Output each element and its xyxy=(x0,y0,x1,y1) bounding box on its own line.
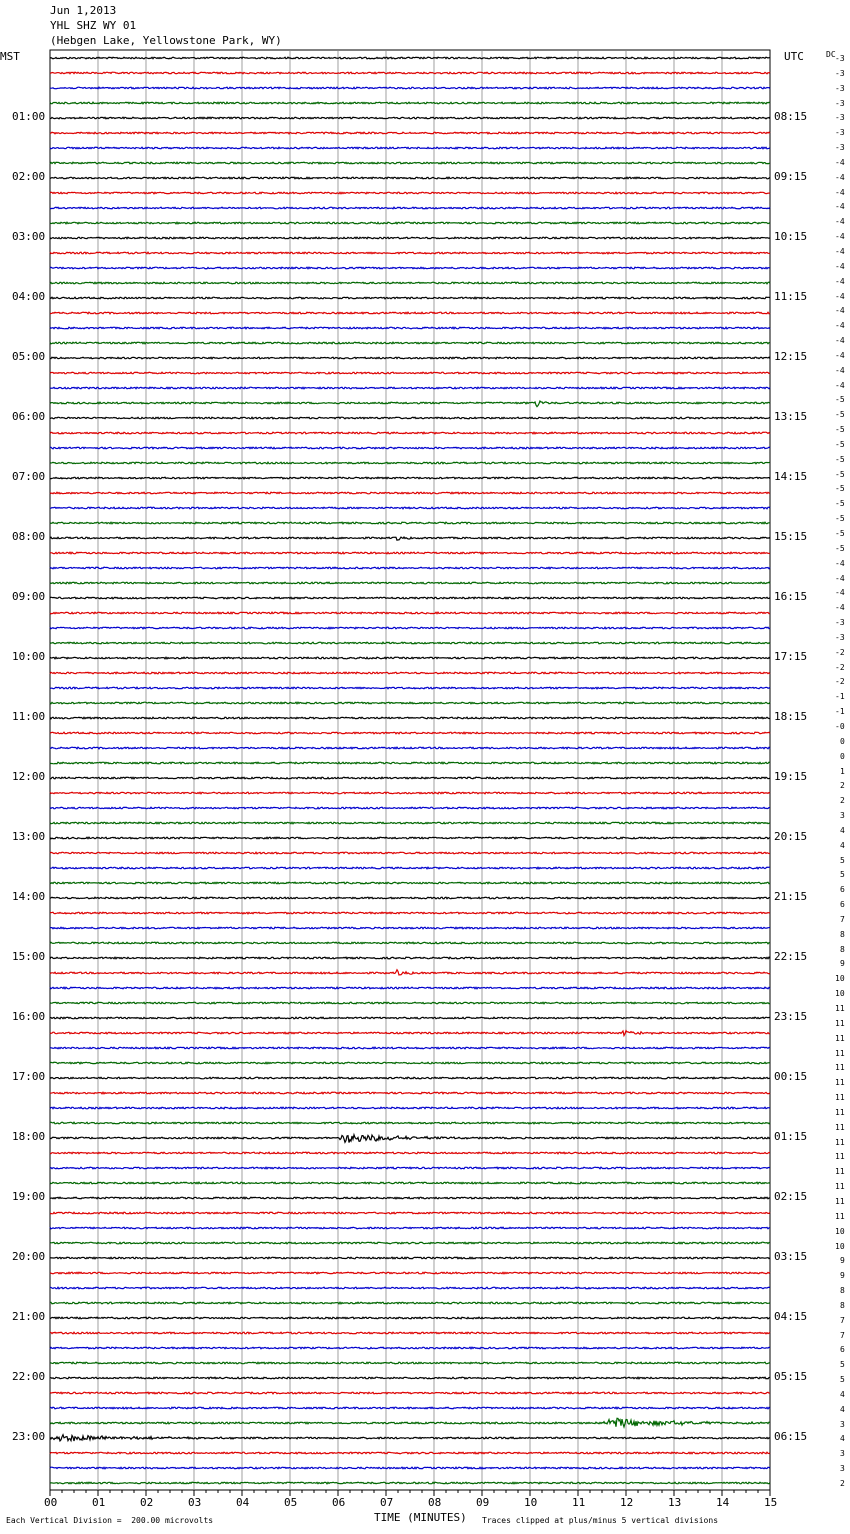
trace-row xyxy=(50,702,770,704)
trace-row xyxy=(50,1092,770,1094)
dc-offset-label: 11 xyxy=(835,1196,845,1206)
utc-hour-label: 12:15 xyxy=(774,350,808,363)
dc-offset-label: 7 xyxy=(840,914,845,924)
x-axis-ticks xyxy=(50,1490,770,1496)
dc-offset-label: 0 xyxy=(840,736,845,746)
utc-hour-label: 13:15 xyxy=(774,410,808,423)
x-tick-label: 02 xyxy=(140,1496,154,1509)
trace-row xyxy=(50,1332,770,1334)
mst-hour-label: 16:00 xyxy=(12,1010,46,1023)
dc-offset-label: 5 xyxy=(840,1375,845,1385)
dc-offset-label: -5 xyxy=(835,484,845,494)
trace-row xyxy=(50,1418,770,1427)
trace-row xyxy=(50,1107,770,1109)
dc-offset-label: -4 xyxy=(835,350,845,360)
dc-offset-label: -4 xyxy=(835,306,845,316)
trace-row xyxy=(50,582,770,584)
utc-hour-label: 01:15 xyxy=(774,1130,808,1143)
trace-row xyxy=(50,1031,770,1036)
trace-row xyxy=(50,1482,770,1484)
x-tick-label: 09 xyxy=(476,1496,490,1509)
trace-row xyxy=(50,867,770,869)
dc-offset-label: 4 xyxy=(840,1389,845,1399)
trace-row xyxy=(50,177,770,179)
dc-offset-label: -3 xyxy=(835,128,845,138)
trace-row xyxy=(50,432,770,434)
dc-offset-label: -2 xyxy=(835,647,845,657)
dc-offset-label: -4 xyxy=(835,336,845,346)
dc-offset-label: -3 xyxy=(835,113,845,123)
x-tick-label: 15 xyxy=(764,1496,778,1509)
dc-offset-label: -4 xyxy=(835,558,845,568)
dc-offset-label: 4 xyxy=(840,1434,845,1444)
trace-row xyxy=(50,1347,770,1349)
trace-row xyxy=(50,807,770,809)
dc-offset-label: -5 xyxy=(835,499,845,509)
utc-hour-label: 14:15 xyxy=(774,470,808,483)
dc-offset-label: -1 xyxy=(835,707,845,717)
dc-offset-label: 1 xyxy=(840,766,845,776)
utc-hour-label: 02:15 xyxy=(774,1190,808,1203)
station-location: (Hebgen Lake, Yellowstone Park, WY) xyxy=(50,34,282,47)
dc-offset-label: -4 xyxy=(835,603,845,613)
dc-offset-label: -4 xyxy=(835,246,845,256)
trace-row xyxy=(50,117,770,119)
trace-row xyxy=(50,612,770,614)
dc-offset-label: -3 xyxy=(835,143,845,153)
trace-row xyxy=(50,1062,770,1064)
trace-row xyxy=(50,1287,770,1289)
utc-hour-label: 20:15 xyxy=(774,830,808,843)
dc-offset-label: -4 xyxy=(835,380,845,390)
trace-row xyxy=(50,687,770,689)
trace-row xyxy=(50,72,770,74)
trace-row xyxy=(50,672,770,674)
dc-offset-label: 10 xyxy=(835,1226,845,1236)
trace-row xyxy=(50,357,770,359)
x-tick-label: 13 xyxy=(668,1496,682,1509)
dc-offset-label: -3 xyxy=(835,83,845,93)
dc-offset-label: 8 xyxy=(840,929,845,939)
trace-row xyxy=(50,942,770,944)
trace-row xyxy=(50,657,770,659)
dc-offset-label: 11 xyxy=(835,1048,845,1058)
trace-row xyxy=(50,1377,770,1379)
dc-offset-label: -5 xyxy=(835,529,845,538)
trace-row xyxy=(50,522,770,524)
trace-row xyxy=(50,1362,770,1364)
mst-hour-label: 20:00 xyxy=(12,1250,46,1263)
dc-offset-label: 11 xyxy=(835,1211,845,1221)
dc-offset-label: 3 xyxy=(840,1449,845,1459)
dc-offset-label: 5 xyxy=(840,1360,845,1370)
trace-row xyxy=(50,927,770,929)
dc-offset-label: -5 xyxy=(835,439,845,449)
utc-hour-label: 03:15 xyxy=(774,1250,808,1263)
dc-offset-label: 5 xyxy=(840,870,845,880)
dc-offset-label: 11 xyxy=(835,1137,845,1147)
dc-offset-label: 4 xyxy=(840,840,845,850)
trace-row xyxy=(50,1152,770,1154)
trace-row xyxy=(50,1392,770,1394)
dc-offset-label: -4 xyxy=(835,291,845,301)
station-code: YHL SHZ WY 01 xyxy=(50,19,137,32)
dc-offset-label: 11 xyxy=(835,1078,845,1088)
trace-row xyxy=(50,267,770,269)
dc-offset-label: -3 xyxy=(835,618,845,628)
dc-offset-label: 3 xyxy=(840,1419,845,1429)
clipping-note: Traces clipped at plus/minus 5 vertical divisions xyxy=(482,1516,719,1525)
trace-row xyxy=(50,87,770,89)
dc-offset-label: 8 xyxy=(840,1286,845,1296)
trace-row xyxy=(50,401,770,407)
x-tick-label: 05 xyxy=(284,1496,298,1509)
dc-offset-label: -5 xyxy=(835,514,845,524)
utc-hour-label: 23:15 xyxy=(774,1010,808,1023)
dc-offset-label: 4 xyxy=(840,1404,845,1414)
trace-row xyxy=(50,492,770,494)
trace-row xyxy=(50,1302,770,1304)
trace-row xyxy=(50,312,770,314)
dc-offset-label: 11 xyxy=(835,1182,845,1192)
dc-offset-label: -5 xyxy=(835,454,845,464)
utc-hour-label: 16:15 xyxy=(774,590,808,603)
trace-row xyxy=(50,822,770,824)
dc-offset-label: 0 xyxy=(840,751,845,761)
mst-axis-title: MST xyxy=(0,50,20,63)
trace-row xyxy=(50,897,770,899)
trace-row xyxy=(50,282,770,284)
mst-hour-label: 07:00 xyxy=(12,470,46,483)
trace-row xyxy=(50,1167,770,1169)
trace-row xyxy=(50,882,770,884)
dc-offset-label: 5 xyxy=(840,855,845,865)
dc-offset-label: 11 xyxy=(835,1004,845,1013)
utc-hour-label: 09:15 xyxy=(774,170,808,183)
trace-row xyxy=(50,792,770,794)
dc-offset-label: -4 xyxy=(835,321,845,331)
trace-row xyxy=(50,957,770,959)
trace-row xyxy=(50,447,770,449)
trace-row xyxy=(50,462,770,464)
dc-offset-label: -4 xyxy=(835,261,845,271)
mst-hour-label: 13:00 xyxy=(12,830,46,843)
trace-row xyxy=(50,1407,770,1409)
trace-row xyxy=(50,57,770,59)
mst-hour-label: 23:00 xyxy=(12,1430,46,1443)
trace-row xyxy=(50,1212,770,1214)
dc-offset-label: -3 xyxy=(835,98,845,108)
dc-offset-label: -3 xyxy=(835,68,845,78)
trace-row xyxy=(50,537,770,540)
trace-row xyxy=(50,1002,770,1004)
dc-offset-label: 10 xyxy=(835,974,845,984)
trace-row xyxy=(50,1182,770,1184)
trace-row xyxy=(50,222,770,224)
trace-row xyxy=(50,1122,770,1124)
trace-row xyxy=(50,387,770,389)
dc-offset-label: -4 xyxy=(835,232,845,242)
vertical-division-note: Each Vertical Division = 200.00 microvolts xyxy=(6,1516,214,1525)
mst-hour-label: 04:00 xyxy=(12,290,46,303)
dc-offset-label: 6 xyxy=(840,885,845,895)
trace-row xyxy=(50,552,770,554)
trace-row xyxy=(50,1017,770,1019)
mst-hour-label: 11:00 xyxy=(12,710,46,723)
utc-hour-label: 05:15 xyxy=(774,1370,808,1383)
seismogram-traces xyxy=(50,57,770,1484)
dc-offset-label: 6 xyxy=(840,900,845,910)
dc-offset-label: -4 xyxy=(835,217,845,227)
utc-hour-label: 04:15 xyxy=(774,1310,808,1323)
dc-offset-label: -0 xyxy=(835,721,845,731)
x-axis-label: TIME (MINUTES) xyxy=(374,1511,467,1524)
utc-hour-label: 10:15 xyxy=(774,230,808,243)
trace-row xyxy=(50,162,770,164)
trace-row xyxy=(50,297,770,299)
trace-row xyxy=(50,477,770,479)
utc-hour-label: 08:15 xyxy=(774,110,808,123)
utc-hour-label: 06:15 xyxy=(774,1430,808,1443)
trace-row xyxy=(50,747,770,749)
dc-offset-label: -5 xyxy=(835,410,845,420)
dc-offset-label: -5 xyxy=(835,543,845,553)
trace-row xyxy=(50,777,770,779)
trace-row xyxy=(50,717,770,719)
dc-offset-label: 7 xyxy=(840,1330,845,1340)
trace-row xyxy=(50,912,770,914)
utc-hour-label: 15:15 xyxy=(774,530,808,543)
utc-hour-label: 19:15 xyxy=(774,770,808,783)
dc-offset-label: 11 xyxy=(835,1033,845,1043)
trace-row xyxy=(50,970,770,975)
x-tick-label: 04 xyxy=(236,1496,250,1509)
dc-offset-label: 9 xyxy=(840,1256,845,1266)
mst-hour-label: 12:00 xyxy=(12,770,46,783)
trace-row xyxy=(50,1452,770,1454)
trace-row xyxy=(50,627,770,629)
dc-offset-label: 4 xyxy=(840,825,845,835)
dc-offset-label: -4 xyxy=(835,573,845,583)
x-tick-label: 11 xyxy=(572,1496,586,1509)
trace-row xyxy=(50,1135,770,1143)
trace-row xyxy=(50,507,770,509)
dc-offset-label: 11 xyxy=(835,1107,845,1117)
dc-offset-label: -4 xyxy=(835,172,845,182)
trace-row xyxy=(50,327,770,329)
dc-offset-label: 8 xyxy=(840,944,845,954)
dc-offset-label: -4 xyxy=(835,276,845,286)
dc-offset-label: 11 xyxy=(835,1122,845,1132)
dc-offset-label: 11 xyxy=(835,1018,845,1028)
mst-hour-label: 10:00 xyxy=(12,650,46,663)
trace-row xyxy=(50,762,770,764)
mst-hour-label: 17:00 xyxy=(12,1070,46,1083)
dc-offset-label: -3 xyxy=(835,54,845,63)
trace-row xyxy=(50,1317,770,1319)
x-tick-label: 06 xyxy=(332,1496,346,1509)
trace-row xyxy=(50,372,770,374)
x-tick-label: 14 xyxy=(716,1496,730,1509)
dc-offset-label: 11 xyxy=(835,1152,845,1162)
dc-offset-label: 8 xyxy=(840,1300,845,1310)
trace-row xyxy=(50,192,770,194)
trace-row xyxy=(50,852,770,854)
trace-row xyxy=(50,1242,770,1244)
trace-row xyxy=(50,1272,770,1274)
mst-hour-label: 06:00 xyxy=(12,410,46,423)
dc-label: DC xyxy=(826,50,836,59)
mst-hour-label: 15:00 xyxy=(12,950,46,963)
trace-row xyxy=(50,132,770,134)
dc-offset-label: -4 xyxy=(835,365,845,375)
trace-row xyxy=(50,147,770,149)
utc-hour-label: 11:15 xyxy=(774,290,808,303)
x-tick-label: 00 xyxy=(44,1496,58,1509)
dc-offset-label: 11 xyxy=(835,1093,845,1103)
trace-row xyxy=(50,642,770,644)
dc-offset-label: -5 xyxy=(835,469,845,479)
dc-offset-label: 7 xyxy=(840,1315,845,1325)
trace-row xyxy=(50,732,770,734)
trace-row xyxy=(50,987,770,989)
trace-row xyxy=(50,1047,770,1049)
mst-hour-label: 02:00 xyxy=(12,170,46,183)
dc-offset-label: 3 xyxy=(840,811,845,821)
utc-hour-label: 22:15 xyxy=(774,950,808,963)
dc-offset-label: 2 xyxy=(840,796,845,806)
trace-row xyxy=(50,567,770,569)
dc-offset-label: 9 xyxy=(840,959,845,969)
mst-hour-label: 18:00 xyxy=(12,1130,46,1143)
mst-hour-label: 22:00 xyxy=(12,1370,46,1383)
trace-row xyxy=(50,252,770,254)
x-tick-label: 08 xyxy=(428,1496,442,1509)
trace-row xyxy=(50,597,770,599)
trace-row xyxy=(50,1197,770,1199)
utc-hour-label: 17:15 xyxy=(774,650,808,663)
chart-date: Jun 1,2013 xyxy=(50,4,117,17)
dc-offset-label: -3 xyxy=(835,632,845,642)
x-tick-label: 01 xyxy=(92,1496,106,1509)
trace-row xyxy=(50,1435,770,1441)
dc-offset-label: 10 xyxy=(835,1241,845,1251)
dc-offset-label: -1 xyxy=(835,692,845,702)
mst-hour-label: 08:00 xyxy=(12,530,46,543)
dc-offset-label: 10 xyxy=(835,989,845,999)
x-tick-label: 10 xyxy=(524,1496,538,1509)
utc-hour-label: 21:15 xyxy=(774,890,808,903)
dc-offset-label: 11 xyxy=(835,1063,845,1073)
mst-hour-label: 01:00 xyxy=(12,110,46,123)
dc-offset-label: 11 xyxy=(835,1167,845,1177)
trace-row xyxy=(50,237,770,239)
dc-offset-label: 3 xyxy=(840,1464,845,1474)
dc-offset-label: -4 xyxy=(835,202,845,212)
mst-hour-label: 21:00 xyxy=(12,1310,46,1323)
trace-row xyxy=(50,207,770,209)
x-tick-label: 12 xyxy=(620,1496,634,1509)
trace-row xyxy=(50,1257,770,1259)
trace-row xyxy=(50,342,770,344)
trace-row xyxy=(50,1467,770,1469)
trace-row xyxy=(50,417,770,419)
dc-offset-label: -4 xyxy=(835,588,845,598)
dc-offset-label: -2 xyxy=(835,662,845,672)
dc-offset-label: 6 xyxy=(840,1345,845,1355)
dc-offset-label: -4 xyxy=(835,187,845,197)
trace-row xyxy=(50,837,770,839)
trace-row xyxy=(50,1077,770,1079)
dc-offset-label: -4 xyxy=(835,157,845,167)
mst-hour-label: 19:00 xyxy=(12,1190,46,1203)
utc-hour-label: 18:15 xyxy=(774,710,808,723)
dc-offset-label: 9 xyxy=(840,1271,845,1281)
dc-offset-label: -5 xyxy=(835,425,845,435)
mst-hour-label: 05:00 xyxy=(12,350,46,363)
mst-hour-label: 03:00 xyxy=(12,230,46,243)
dc-offset-label: 2 xyxy=(840,781,845,791)
dc-offset-label: -2 xyxy=(835,677,845,687)
mst-hour-label: 09:00 xyxy=(12,590,46,603)
trace-row xyxy=(50,102,770,104)
mst-hour-label: 14:00 xyxy=(12,890,46,903)
utc-hour-label: 00:15 xyxy=(774,1070,808,1083)
x-tick-label: 03 xyxy=(188,1496,202,1509)
x-tick-label: 07 xyxy=(380,1496,394,1509)
trace-row xyxy=(50,1227,770,1229)
dc-offset-label: 2 xyxy=(840,1479,845,1488)
utc-axis-title: UTC xyxy=(784,50,804,63)
dc-offset-label: -5 xyxy=(835,395,845,405)
